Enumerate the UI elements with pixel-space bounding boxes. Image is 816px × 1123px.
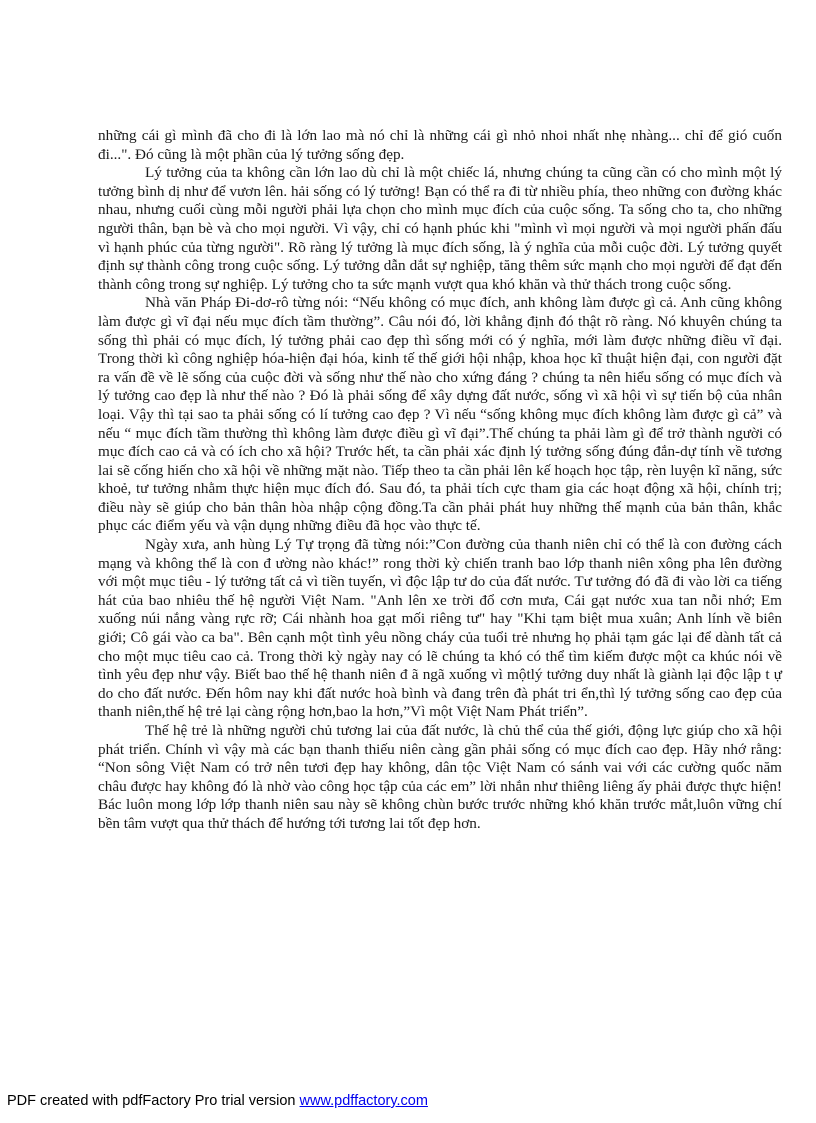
paragraph-1: những cái gì mình đã cho đi là lớn lao mà nó chỉ là những cái gì nhỏ nhoi nhất nhẹ nhàng... chỉ để gió cuốn đi...". Đó cũng là một phần của lý tưởng sống đẹp. — [98, 127, 782, 163]
paragraph-3: Nhà văn Pháp Đi-dơ-rô từng nói: “Nếu không có mục đích, anh không làm được gì cả. Anh cũng không làm được gì vĩ đại nếu mục đích tầm thường”. Câu nói đó, lời khẳng định đó thật rõ ràng. Nó khuyên chúng ta sống thì phải có mục đích, lý tưởng phải cao đẹp thì sống mới có ý nghĩa, mới làm được những điều vĩ đại. Trong thời kì công nghiệp hóa-hiện đại hóa, kinh tế thế giới hội nhập, khoa học kĩ thuật hiện đại, con người đặt ra vấn đề về lẽ sống của cuộc đời và sống như thế nào cho xứng đáng ? chúng ta nên hiểu sống có mục đích và lý tưởng cao đẹp là như thế nào ? Đó là phải sống để xây dựng đất nước, sống vì xã hội vì sự tiến bộ của nhân loại. Vậy thì tại sao ta phải sống có lí tưởng cao đẹp ? Vì nếu “sống không mục đích không làm được gì cả” và nếu “ mục đích tầm thường thì không làm được điều gì vĩ đại”.Thế chúng ta phải làm gì để trở thành người có mục đích cao cả và có ích cho xã hội? Trước hết, ta cần phải xác định lý tưởng sống đúng đắn-dự tính về tương lai sẽ cống hiến cho xã hội về những mặt nào. Tiếp theo ta cần phải lên kế hoạch học tập, rèn luyện kĩ năng, sức khoẻ, tư tưởng nhằm thực hiện mục đích đó. Sau đó, ta phải tích cực tham gia các hoạt động xã hội, chính trị; điều này sẽ giúp cho bản thân hòa nhập cộng đồng.Ta cần phải phát huy những thế mạnh của bản thân, khắc phục các điểm yếu và vận dụng những điều đã học vào thực tế. — [98, 294, 782, 535]
paragraph-2: Lý tưởng của ta không cần lớn lao dù chỉ là một chiếc lá, nhưng chúng ta cũng cần có cho mình một lý tưởng bình dị như để vươn lên. hải sống có lý tưởng! Bạn có thể ra đi từ nhiều phía, theo những con đường khác nhau, nhưng cuối cùng mỗi người phải lựa chọn cho mình mục đích của cuộc sống. Ta sống cho ta, cho những người thân, bạn bè và cho mọi người. Vì vậy, chỉ có hạnh phúc khi "mình vì mọi người và mọi người phấn đấu vì hạnh phúc của từng người". Rõ ràng lý tưởng là mục đích sống, là ý nghĩa của mỗi cuộc đời. Lý tưởng quyết định sự thành công trong cuộc sống. Lý tưởng dẫn dắt sự nghiệp, tăng thêm sức mạnh cho mọi người để đạt đến thành công trong sự nghiệp. Lý tưởng cho ta sức mạnh vượt qua khó khăn và thử thách trong cuộc sống. — [98, 164, 782, 293]
paragraph-5: Thế hệ trẻ là những người chủ tương lai của đất nước, là chủ thể của thế giới, động lực giúp cho xã hội phát triển. Chính vì vậy mà các bạn thanh thiếu niên càng gần phải sống có mục đích cao đẹp. Hãy nhớ rằng: “Non sông Việt Nam có trở nên tươi đẹp hay không, dân tộc Việt Nam có sánh vai với các cường quốc năm châu được hay không đó là nhờ vào công học tập của các em” lời nhắn như thiêng liêng ấy phải được thực hiện! Bác luôn mong lớp lớp thanh niên sau này sẽ không chùn bước trước những khó khăn trước mắt,luôn vững chí bền tâm vượt qua thử thách để hướng tới tương lai tốt đẹp hơn. — [98, 722, 782, 832]
footer-link[interactable]: www.pdffactory.com — [299, 1093, 428, 1109]
footer-text: PDF created with pdfFactory Pro trial version — [7, 1093, 300, 1109]
pdf-footer — [7, 1093, 428, 1109]
document-body — [98, 127, 782, 834]
paragraph-4: Ngày xưa, anh hùng Lý Tự trọng đã từng nói:”Con đường của thanh niên chỉ có thể là con đường cách mạng và không thể là con đ ường nào khác!” rong thời kỳ chiến tranh bao lớp thanh niên xông pha lên đường với một mục tiêu - lý tưởng tất cả vì tiền tuyến, vì độc lập tư do của đất nước. Tư tưởng đó đã đi vào lời ca tiếng hát của bao nhiêu thế hệ người Việt Nam. "Anh lên xe trời đổ cơn mưa, Cái gạt nước xua tan nỗi nhớ; Em xuống núi nắng vàng rực rỡ; Cái nhành hoa gạt mối riêng tư" hay "Khi tạm biệt mua xuân; Anh lính về biên giới; Cô gái vào ca ba". Bên cạnh một tình yêu nồng cháy của tuổi trẻ nhưng họ phải tạm gác lại để dành tất cả cho một mục tiêu cao cả. Trong thời kỳ ngày nay có lẽ chúng ta khó có thể tìm kiếm được một ca khúc nói về tình yêu đẹp như vậy. Biết bao thế hệ thanh niên đ ã ngã xuống vì mộtlý tưởng duy nhất là giành lại độc lập t ự do cho đất nước. Đến hôm nay khi đất nước hoà bình và đang trên đà phát tri ển,thì lý tưởng sống cao đẹp của thanh niên,thế hệ trẻ lại càng rộng hơn,bao la hơn,”Vì một Việt Nam Phát triển”. — [98, 536, 782, 721]
